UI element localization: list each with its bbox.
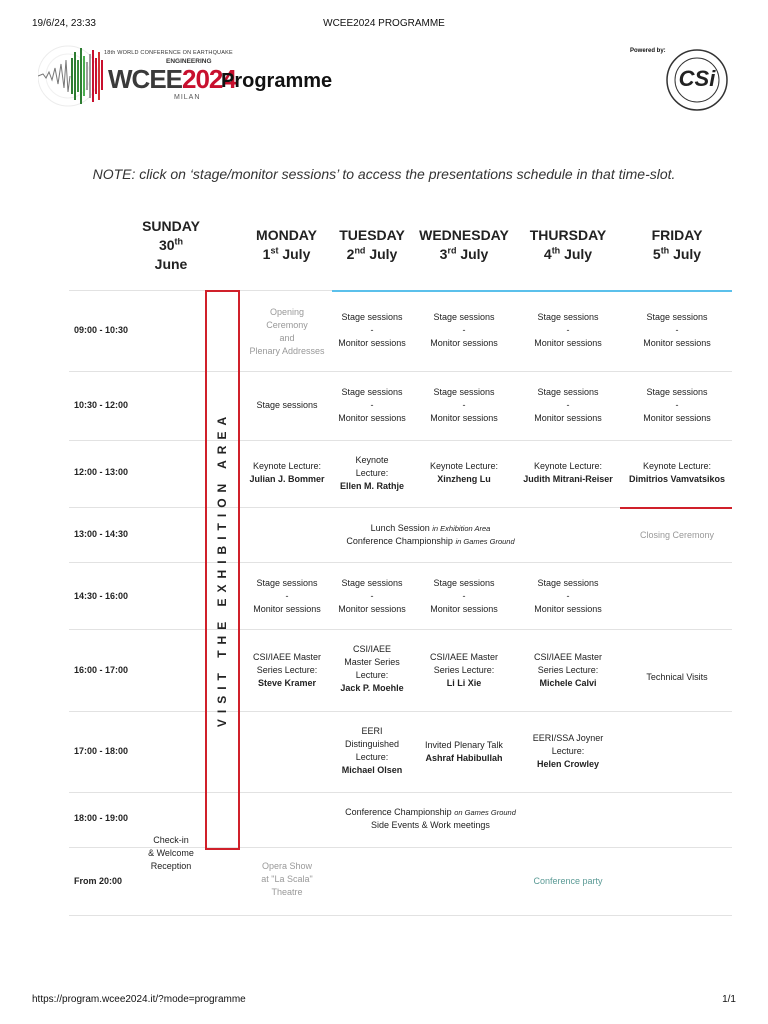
technical-visits: Technical Visits bbox=[646, 672, 708, 682]
session-tue-1430[interactable]: Stage sessions - Monitor sessions bbox=[338, 578, 406, 614]
conference-party-link[interactable]: Conference party bbox=[533, 876, 603, 886]
row-divider bbox=[69, 629, 732, 630]
session-mon-1430[interactable]: Stage sessions - Monitor sessions bbox=[253, 578, 321, 614]
session-thu-1430[interactable]: Stage sessions - Monitor sessions bbox=[534, 578, 602, 614]
day-header-friday: FRIDAY 5th July bbox=[651, 227, 703, 262]
master-series-wed[interactable]: CSI/IAEE Master Series Lecture: Li Li Xie bbox=[429, 652, 499, 688]
time-slot: 09:00 - 10:30 bbox=[74, 325, 129, 335]
row-divider bbox=[69, 371, 732, 372]
session-thu-0900[interactable]: Stage sessions - Monitor sessions bbox=[534, 312, 602, 348]
session-fri-0900[interactable]: Stage sessions - Monitor sessions bbox=[643, 312, 711, 348]
logo-conference-line: 18th WORLD CONFERENCE ON EARTHQUAKE bbox=[104, 50, 233, 56]
time-slot: 18:00 - 19:00 bbox=[74, 813, 129, 823]
row-divider bbox=[69, 792, 732, 793]
time-slot: From 20:00 bbox=[74, 876, 123, 886]
day-header-tuesday: TUESDAY 2nd July bbox=[339, 227, 405, 262]
sponsor-logo-text: CSi bbox=[678, 66, 716, 91]
closing-ceremony-link[interactable]: Closing Ceremony bbox=[639, 530, 715, 540]
logo-engineering-line: ENGINEERING bbox=[166, 58, 212, 65]
day-header-thursday: THURSDAY 4th July bbox=[529, 227, 607, 262]
keynote-fri[interactable]: Keynote Lecture: Dimitrios Vamvatsikos bbox=[628, 461, 726, 484]
logo-city: MILAN bbox=[174, 94, 201, 101]
print-header bbox=[32, 18, 736, 32]
opening-ceremony-link[interactable]: Opening Ceremony and Plenary Addresses bbox=[249, 307, 325, 356]
day-header-monday: MONDAY 1st July bbox=[256, 227, 317, 262]
opera-show-link[interactable]: Opera Show at "La Scala" Theatre bbox=[261, 861, 313, 897]
instruction-note: NOTE: click on ‘stage/monitor sessions’ to access the presentations schedule in that time-slot. bbox=[92, 166, 676, 182]
invited-talk-wed[interactable]: Invited Plenary Talk Ashraf Habibullah bbox=[425, 740, 503, 763]
day-header-wednesday: WEDNESDAY 3rd July bbox=[419, 227, 509, 262]
session-wed-1430[interactable]: Stage sessions - Monitor sessions bbox=[430, 578, 498, 614]
keynote-mon[interactable]: Keynote Lecture: Julian J. Bommer bbox=[249, 461, 325, 484]
time-slot: 14:30 - 16:00 bbox=[74, 591, 129, 601]
time-slot: 10:30 - 12:00 bbox=[74, 400, 129, 410]
session-fri-1030[interactable]: Stage sessions - Monitor sessions bbox=[643, 387, 711, 423]
row-divider bbox=[69, 440, 732, 441]
row-divider bbox=[69, 915, 732, 916]
session-wed-1030[interactable]: Stage sessions - Monitor sessions bbox=[430, 387, 498, 423]
session-tue-0900[interactable]: Stage sessions - Monitor sessions bbox=[338, 312, 406, 348]
print-doc-title: WCEE2024 PROGRAMME bbox=[323, 18, 445, 29]
joyner-lecture-thu[interactable]: EERI/SSA Joyner Lecture: Helen Crowley bbox=[532, 733, 604, 769]
row-divider bbox=[69, 711, 732, 712]
keynote-tue[interactable]: Keynote Lecture: Ellen M. Rathje bbox=[339, 455, 404, 491]
session-wed-0900[interactable]: Stage sessions - Monitor sessions bbox=[430, 312, 498, 348]
time-slot: 17:00 - 18:00 bbox=[74, 746, 129, 756]
day-header-sunday: SUNDAY 30th June bbox=[142, 218, 200, 272]
programme-schedule: SUNDAY 30th June MONDAY 1st July TUESDAY 2nd July WEDNESDAY 3rd July THURSDAY 4th July FRIDAY 5th July 09:00 - 10:30 10:30 - 12:00 12:00 - 13:00 13:00 - 14:30 14:30 - 16:00 16:00 - 17:00 17:00 - 18:00 18:00 - 19:00 From 20:00 VISIT THE EXHIBITION AREA Opening Ceremony and Plenary Addresses Stage sessions - Monitor sessions Stage sessions - Monitor sessions Stage sessions - Monitor sessions Stage sessions - Monitor sessions Stage sessions Stage sessions - Monitor sessions Stage sessions - Monitor sessions Stage sessions - Monitor sessions Stage sessions - Monitor sessions Keynote Lecture: Julian J. Bommer Keynote Lecture: Ellen M. Rathje Keynote Lecture: Xinzheng Lu Keynote Lecture: Judith Mitrani-Reiser Keynote Lecture: Dimitrios Vamvatsikos Lunch Session in Exhibition Area Conference Championship in Games Ground Closing Ceremony Stage sessions - Monitor sessions Stage sessions - Monitor sessions Stage sessions - Monitor sessions Stage sessions - Monitor sessions CSI/IAEE Master Series Lecture: Steve Kramer CSI/IAEE Master Series Lecture: Jack P. Moehle CSI/IAEE Master Series Lecture: Li Li Xie CSI/IAEE Master Series Lecture: Michele Calvi Technical Visits EERI Distinguished Lecture: Michael Olsen Invited Plenary Talk Ashraf Habibullah EERI/SSA Joyner Lecture: Helen Crowley Conference Championship on Games Ground Side Events & Work meetings Check-in & Welcome Reception Opera Show at "La Scala" Theatre Conference party bbox=[69, 210, 732, 920]
checkin-welcome-reception: Check-in & Welcome Reception bbox=[148, 835, 194, 871]
powered-by-label: Powered by: bbox=[630, 48, 666, 54]
keynote-wed[interactable]: Keynote Lecture: Xinzheng Lu bbox=[429, 461, 499, 484]
highlight-line bbox=[332, 290, 732, 292]
eeri-lecture-tue[interactable]: EERI Distinguished Lecture: Michael Olsen bbox=[341, 726, 403, 775]
master-series-mon[interactable]: CSI/IAEE Master Series Lecture: Steve Kramer bbox=[252, 652, 322, 688]
session-tue-1030[interactable]: Stage sessions - Monitor sessions bbox=[338, 387, 406, 423]
session-mon-1030[interactable]: Stage sessions bbox=[256, 400, 318, 410]
time-slot: 12:00 - 13:00 bbox=[74, 467, 129, 477]
evening-events: Conference Championship on Games Ground Side Events & Work meetings bbox=[345, 807, 516, 830]
logo-wordmark: WCEE2024 bbox=[108, 64, 236, 94]
print-url: https://program.wcee2024.it/?mode=programme bbox=[32, 994, 246, 1005]
closing-highlight-line bbox=[620, 507, 732, 509]
master-series-thu[interactable]: CSI/IAEE Master Series Lecture: Michele Calvi bbox=[533, 652, 603, 688]
wcee2024-logo bbox=[38, 38, 236, 120]
master-series-tue[interactable]: CSI/IAEE Master Series Lecture: Jack P. Moehle bbox=[340, 644, 404, 693]
row-divider bbox=[69, 562, 732, 563]
print-page-number: 1/1 bbox=[722, 994, 736, 1005]
page-title: Programme bbox=[221, 70, 333, 92]
print-datetime: 19/6/24, 23:33 bbox=[32, 18, 96, 29]
keynote-thu[interactable]: Keynote Lecture: Judith Mitrani-Reiser bbox=[523, 461, 613, 484]
time-slot: 16:00 - 17:00 bbox=[74, 665, 129, 675]
session-thu-1030[interactable]: Stage sessions - Monitor sessions bbox=[534, 387, 602, 423]
time-slot: 13:00 - 14:30 bbox=[74, 529, 129, 539]
lunch-session: Lunch Session in Exhibition Area Conference Championship in Games Ground bbox=[346, 523, 515, 546]
